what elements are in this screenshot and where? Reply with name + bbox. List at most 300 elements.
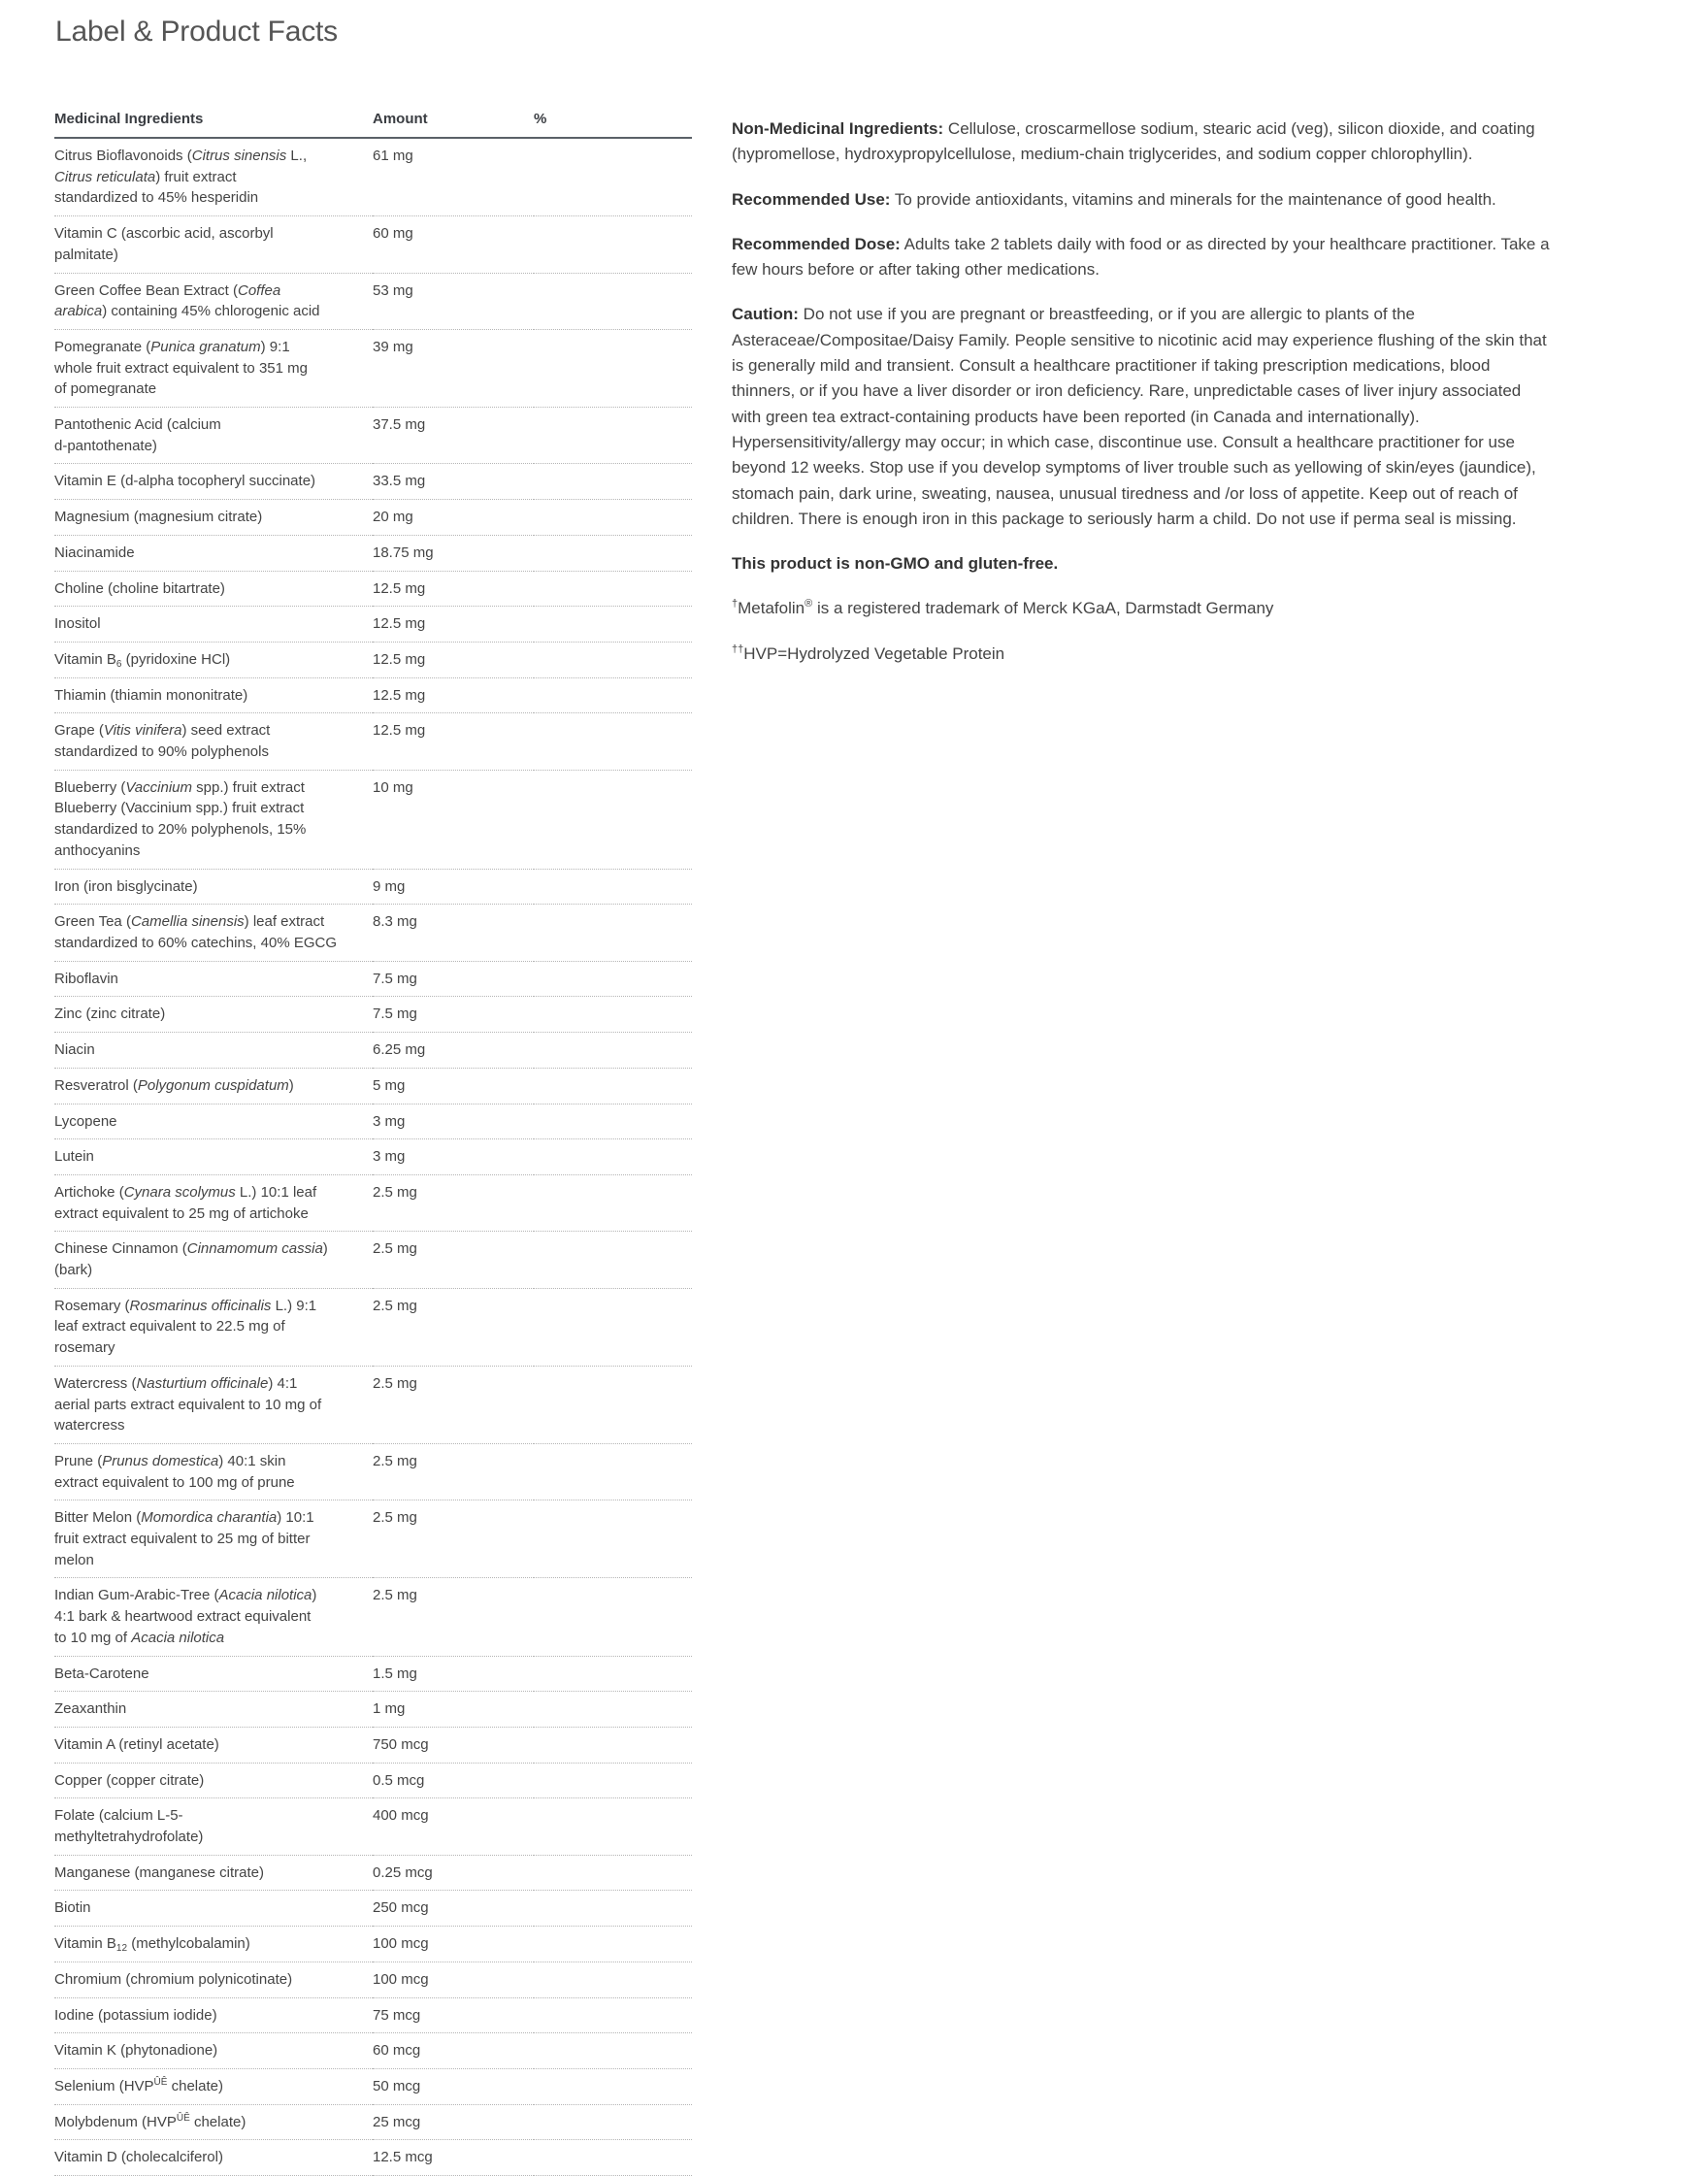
paragraph-line — [732, 142, 1692, 167]
ingredient-line — [54, 1337, 373, 1359]
header-medicinal-ingredients: Medicinal Ingredients — [54, 109, 373, 138]
text-segment: Asteraceae/Compositae/Daisy Family. People sensitive to nicotinic acid may experience flushing of the skin that — [732, 330, 1547, 349]
table-row — [54, 1288, 692, 1366]
text-segment: with green tea extract-containing products have been reported (in Canada and internationally). — [732, 407, 1420, 426]
ingredient-cell — [54, 1232, 373, 1288]
paragraph-line — [732, 481, 1692, 507]
percent-cell — [534, 1288, 692, 1366]
amount-cell: 400 mcg — [373, 1798, 534, 1855]
bold-label: This product is non-GMO and gluten-free. — [732, 554, 1059, 574]
text-segment: ) 9:1 — [260, 338, 290, 355]
ingredient-line — [54, 649, 373, 671]
text-segment: (bark) — [54, 1262, 93, 1279]
ingredient-cell — [54, 961, 373, 997]
amount-cell: 2.5 mg — [373, 1500, 534, 1578]
ingredient-line — [54, 1260, 373, 1281]
ingredient-line — [54, 841, 373, 862]
recommended-use-paragraph — [732, 187, 1692, 213]
table-row — [54, 1692, 692, 1728]
text-segment: (methylcobalamin) — [127, 1935, 250, 1953]
text-segment: standardized to 60% catechins, 40% EGCG — [54, 934, 337, 951]
text-segment: Artichoke ( — [54, 1183, 124, 1201]
bold-label: Non-Medicinal Ingredients: — [732, 119, 944, 138]
text-segment: extract equivalent to 100 mg of prune — [54, 1473, 295, 1491]
text-segment: Watercress ( — [54, 1374, 137, 1392]
ingredient-line — [54, 1296, 373, 1317]
percent-cell — [534, 2033, 692, 2069]
hvp-footnote-paragraph — [732, 642, 1692, 667]
caution-paragraph — [732, 302, 1692, 532]
ingredient-cell — [54, 1366, 373, 1443]
amount-cell: 12.5 mg — [373, 677, 534, 713]
ingredient-cell — [54, 642, 373, 677]
paragraph-line — [732, 405, 1692, 430]
ingredient-line — [54, 358, 373, 379]
text-segment: rosemary — [54, 1339, 115, 1357]
percent-cell — [534, 713, 692, 770]
ingredient-cell — [54, 1139, 373, 1175]
ingredient-line — [54, 1664, 373, 1685]
subscript: 12 — [115, 1943, 128, 1955]
text-segment: Metafolin — [738, 599, 805, 618]
amount-cell: 12.5 mg — [373, 642, 534, 677]
text-segment: HVP=Hydrolyzed Vegetable Protein — [743, 643, 1005, 663]
ingredient-cell — [54, 997, 373, 1033]
amount-cell: 3 mg — [373, 1104, 534, 1139]
amount-cell: 7.5 mg — [373, 961, 534, 997]
text-segment: Blueberry ( — [54, 778, 126, 796]
ingredient-cell — [54, 571, 373, 607]
paragraph-line — [732, 187, 1692, 213]
text-segment: Pomegranate ( — [54, 338, 151, 355]
italic-name: Rosmarinus officinalis — [129, 1297, 272, 1314]
percent-cell — [534, 216, 692, 273]
amount-cell: 60 mcg — [373, 2033, 534, 2069]
ingredient-line — [54, 1111, 373, 1133]
amount-cell: 0.5 mcg — [373, 1763, 534, 1798]
percent-cell — [534, 2069, 692, 2105]
percent-cell — [534, 770, 692, 869]
text-segment: of pomegranate — [54, 380, 157, 398]
table-row — [54, 1798, 692, 1855]
text-segment: Vitamin B — [54, 1935, 116, 1953]
text-segment: Vitamin D (cholecalciferol) — [54, 2149, 223, 2166]
text-segment: ) seed extract — [181, 722, 271, 740]
percent-cell — [534, 138, 692, 216]
paragraph-line — [732, 507, 1692, 532]
percent-cell — [534, 1962, 692, 1997]
text-segment: chelate) — [167, 2078, 223, 2094]
text-segment: standardized to 90% polyphenols — [54, 743, 269, 761]
amount-cell: 1 mg — [373, 1692, 534, 1728]
text-segment: Vitamin B — [54, 650, 116, 668]
italic-name: Acacia nilotica — [131, 1629, 225, 1646]
paragraph-line — [732, 430, 1692, 455]
ingredient-line — [54, 1316, 373, 1337]
ingredient-cell — [54, 770, 373, 869]
ingredient-cell — [54, 273, 373, 329]
text-segment: to 10 mg of — [54, 1629, 132, 1646]
ingredient-line — [54, 1585, 373, 1606]
ingredient-cell — [54, 1891, 373, 1927]
non-medicinal-ingredients-paragraph — [732, 116, 1692, 168]
metafolin-footnote-paragraph — [732, 596, 1692, 621]
ingredient-cell — [54, 138, 373, 216]
superscript: †† — [732, 643, 744, 655]
ingredient-cell — [54, 1288, 373, 1366]
amount-cell: 8.3 mg — [373, 905, 534, 961]
table-header-row — [54, 109, 692, 138]
text-segment: Riboflavin — [54, 970, 118, 987]
ingredient-line — [54, 1969, 373, 1991]
text-segment: Chinese Cinnamon ( — [54, 1240, 187, 1258]
ingredient-cell — [54, 1855, 373, 1891]
amount-cell: 9 mg — [373, 869, 534, 905]
text-segment: To provide antioxidants, vitamins and minerals for the maintenance of good health. — [890, 189, 1496, 209]
amount-cell: 12.5 mg — [373, 713, 534, 770]
ingredient-cell — [54, 2140, 373, 2176]
percent-cell — [534, 1366, 692, 1443]
subscript: 6 — [115, 658, 122, 670]
table-row — [54, 642, 692, 677]
table-row — [54, 2140, 692, 2176]
ingredient-line — [54, 414, 373, 436]
ingredient-cell — [54, 1104, 373, 1139]
ingredient-line — [54, 2147, 373, 2168]
ingredient-cell — [54, 607, 373, 643]
italic-name: Prunus domestica — [102, 1452, 219, 1469]
table-row — [54, 571, 692, 607]
paragraph-line — [732, 379, 1692, 404]
text-segment: Rosemary ( — [54, 1297, 130, 1314]
superscript: † — [732, 598, 739, 610]
ingredient-line — [54, 777, 373, 799]
table-row — [54, 1855, 692, 1891]
amount-cell: 1.5 mg — [373, 1656, 534, 1692]
ingredient-line — [54, 685, 373, 707]
ingredient-cell — [54, 677, 373, 713]
ingredient-line — [54, 1075, 373, 1097]
table-row — [54, 408, 692, 464]
amount-cell: 18.75 mg — [373, 535, 534, 571]
text-segment: L.) 9:1 — [271, 1297, 317, 1314]
text-segment: Zeaxanthin — [54, 1700, 127, 1718]
table-row — [54, 1443, 692, 1500]
percent-cell — [534, 535, 692, 571]
table-row — [54, 464, 692, 500]
amount-cell: 6.25 mg — [373, 1033, 534, 1069]
text-segment: Green Coffee Bean Extract ( — [54, 281, 238, 299]
text-segment: Thiamin (thiamin mononitrate) — [54, 686, 248, 704]
table-row — [54, 1500, 692, 1578]
medicinal-ingredients-table — [54, 109, 692, 2176]
ingredient-line — [54, 876, 373, 898]
non-gmo-statement-paragraph — [732, 551, 1692, 577]
table-row — [54, 1656, 692, 1692]
percent-cell — [534, 329, 692, 407]
text-segment: Grape ( — [54, 722, 104, 740]
italic-name: Momordica charantia — [141, 1509, 278, 1527]
table-row — [54, 1104, 692, 1139]
text-segment: Chromium (chromium polynicotinate) — [54, 1970, 293, 1988]
text-segment: Iodine (potassium iodide) — [54, 2006, 217, 2024]
table-row — [54, 1068, 692, 1104]
amount-cell: 3 mg — [373, 1139, 534, 1175]
italic-name: Cinnamomum cassia — [186, 1240, 323, 1258]
ingredient-line — [54, 613, 373, 635]
text-segment: (pyridoxine HCl) — [121, 650, 231, 668]
ingredient-line — [54, 969, 373, 990]
text-segment: extract equivalent to 25 mg of artichoke — [54, 1204, 309, 1222]
percent-cell — [534, 1997, 692, 2033]
ingredient-cell — [54, 1174, 373, 1231]
text-segment: Resveratrol ( — [54, 1076, 138, 1094]
text-segment: is generally mild and transient. Consult a healthcare practitioner if taking prescription medications, blood — [732, 356, 1491, 376]
amount-cell: 33.5 mg — [373, 464, 534, 500]
text-segment: (hypromellose, hydroxypropylcellulose, medium-chain triglycerides, and sodium copper chlorophyllin). — [732, 145, 1473, 164]
text-segment: leaf extract equivalent to 22.5 mg of — [54, 1318, 285, 1335]
ingredient-line — [54, 280, 373, 302]
percent-cell — [534, 1068, 692, 1104]
amount-cell: 60 mg — [373, 216, 534, 273]
text-segment: Zinc (zinc citrate) — [54, 1006, 166, 1023]
text-segment: methyltetrahydrofolate) — [54, 1829, 204, 1846]
text-segment: ) leaf extract — [244, 913, 325, 931]
ingredient-line — [54, 507, 373, 528]
table-row — [54, 1727, 692, 1763]
table-row — [54, 1927, 692, 1962]
ingredient-line — [54, 1182, 373, 1203]
ingredient-cell — [54, 1692, 373, 1728]
table-row — [54, 1578, 692, 1656]
text-segment: L.) 10:1 leaf — [235, 1183, 317, 1201]
amount-cell: 25 mcg — [373, 2104, 534, 2140]
text-segment: anthocyanins — [54, 841, 141, 859]
italic-name: Punica granatum — [150, 338, 261, 355]
percent-cell — [534, 571, 692, 607]
table-row — [54, 535, 692, 571]
ingredient-line — [54, 1146, 373, 1168]
ingredient-line — [54, 1805, 373, 1827]
ingredient-cell — [54, 1500, 373, 1578]
text-segment: is a registered trademark of Merck KGaA, Darmstadt Germany — [812, 599, 1274, 618]
text-segment: standardized to 20% polyphenols, 15% — [54, 821, 307, 839]
ingredient-cell — [54, 1763, 373, 1798]
ingredient-line — [54, 2040, 373, 2061]
text-segment: Choline (choline bitartrate) — [54, 579, 225, 597]
table-row — [54, 1033, 692, 1069]
paragraph-line — [732, 551, 1692, 577]
ingredient-line — [54, 1606, 373, 1628]
ingredient-line — [54, 1628, 373, 1649]
percent-cell — [534, 905, 692, 961]
percent-cell — [534, 1033, 692, 1069]
ingredient-line — [54, 436, 373, 457]
amount-cell: 750 mcg — [373, 1727, 534, 1763]
text-segment: Pantothenic Acid (calcium — [54, 416, 221, 434]
text-segment: Magnesium (magnesium citrate) — [54, 509, 263, 526]
table-row — [54, 1174, 692, 1231]
text-segment: Niacinamide — [54, 544, 135, 561]
ingredient-line — [54, 1827, 373, 1848]
text-segment: Iron (iron bisglycinate) — [54, 877, 198, 895]
text-segment: 4:1 bark & heartwood extract equivalent — [54, 1608, 312, 1626]
table-row — [54, 713, 692, 770]
text-segment: thinners, or if you have a liver disorder or iron deficiency. Rare, unpredictable cases of liver injury associated — [732, 381, 1522, 401]
table-row — [54, 500, 692, 536]
text-segment: Folate (calcium L-5- — [54, 1807, 183, 1825]
ingredient-line — [54, 1238, 373, 1260]
ingredient-line — [54, 1698, 373, 1720]
italic-name: Citrus reticulata — [54, 168, 156, 185]
text-segment: Beta-Carotene — [54, 1665, 149, 1682]
text-segment: ) containing 45% chlorogenic acid — [102, 303, 320, 320]
italic-name: Vitis vinifera — [103, 722, 182, 740]
ingredient-line — [54, 337, 373, 358]
percent-cell — [534, 408, 692, 464]
italic-name: Camellia sinensis — [130, 913, 245, 931]
table-row — [54, 1763, 692, 1798]
ingredient-cell — [54, 1997, 373, 2033]
amount-cell: 0.25 mcg — [373, 1855, 534, 1891]
ingredient-line — [54, 1550, 373, 1571]
text-segment: standardized to 45% hesperidin — [54, 189, 259, 207]
ingredient-cell — [54, 216, 373, 273]
table-row — [54, 961, 692, 997]
ingredient-cell — [54, 535, 373, 571]
text-segment: Biotin — [54, 1899, 91, 1917]
ingredient-line — [54, 742, 373, 763]
amount-cell: 2.5 mg — [373, 1174, 534, 1231]
text-segment: whole fruit extract equivalent to 351 mg — [54, 359, 308, 377]
ingredient-cell — [54, 1656, 373, 1692]
ingredient-line — [54, 2112, 373, 2133]
table-row — [54, 607, 692, 643]
ingredient-cell — [54, 329, 373, 407]
text-segment: Selenium (HVP — [54, 2078, 154, 2094]
table-row — [54, 997, 692, 1033]
ingredient-cell — [54, 1033, 373, 1069]
text-segment: ) 40:1 skin — [218, 1452, 286, 1469]
text-segment: melon — [54, 1551, 94, 1568]
table-row — [54, 770, 692, 869]
ingredient-cell — [54, 2069, 373, 2105]
table-row — [54, 905, 692, 961]
percent-cell — [534, 1927, 692, 1962]
ingredient-line — [54, 223, 373, 245]
table-row — [54, 138, 692, 216]
ingredient-cell — [54, 1962, 373, 1997]
ingredient-line — [54, 911, 373, 933]
table-row — [54, 1139, 692, 1175]
text-segment: Molybdenum (HVP — [54, 2113, 177, 2130]
text-segment: Copper (copper citrate) — [54, 1771, 205, 1789]
amount-cell: 12.5 mg — [373, 571, 534, 607]
percent-cell — [534, 869, 692, 905]
bold-label: Recommended Dose: — [732, 234, 901, 253]
text-segment: Prune ( — [54, 1452, 103, 1469]
text-segment: chelate) — [189, 2113, 246, 2130]
ingredient-cell — [54, 713, 373, 770]
italic-name: Acacia nilotica — [218, 1587, 312, 1604]
text-segment: fruit extract equivalent to 25 mg of bitter — [54, 1531, 311, 1548]
table-row — [54, 329, 692, 407]
amount-cell: 75 mcg — [373, 1997, 534, 2033]
text-segment: Green Tea ( — [54, 913, 131, 931]
ingredient-line — [54, 1863, 373, 1884]
table-row — [54, 869, 692, 905]
ingredient-line — [54, 1933, 373, 1955]
ingredient-line — [54, 1897, 373, 1919]
paragraph-line — [732, 302, 1692, 327]
ingredient-line — [54, 720, 373, 742]
amount-cell: 100 mcg — [373, 1927, 534, 1962]
superscript: ® — [805, 598, 813, 610]
percent-cell — [534, 1855, 692, 1891]
percent-cell — [534, 1727, 692, 1763]
italic-name: Cynara scolymus — [123, 1183, 236, 1201]
header-amount: Amount — [373, 109, 534, 138]
ingredient-line — [54, 2005, 373, 2027]
paragraph-line — [732, 232, 1692, 257]
bold-label: Recommended Use: — [732, 189, 891, 209]
ingredient-line — [54, 1451, 373, 1472]
percent-cell — [534, 607, 692, 643]
amount-cell: 10 mg — [373, 770, 534, 869]
percent-cell — [534, 1891, 692, 1927]
ingredient-line — [54, 245, 373, 266]
ingredient-line — [54, 1004, 373, 1025]
text-segment: Cellulose, croscarmellose sodium, stearic acid (veg), silicon dioxide, and coating — [943, 119, 1535, 138]
percent-cell — [534, 1798, 692, 1855]
amount-cell: 2.5 mg — [373, 1232, 534, 1288]
text-segment: ) 4:1 — [268, 1374, 298, 1392]
percent-cell — [534, 500, 692, 536]
text-segment: d-pantothenate) — [54, 437, 157, 454]
percent-cell — [534, 1763, 692, 1798]
superscript: ÛÊ — [176, 2112, 190, 2124]
ingredient-cell — [54, 408, 373, 464]
paragraph-line — [732, 328, 1692, 353]
percent-cell — [534, 1443, 692, 1500]
italic-name: Citrus sinensis — [191, 148, 287, 164]
italic-name: Polygonum cuspidatum — [137, 1076, 289, 1094]
amount-cell: 7.5 mg — [373, 997, 534, 1033]
text-segment: ) — [322, 1240, 328, 1258]
amount-cell: 2.5 mg — [373, 1366, 534, 1443]
percent-cell — [534, 2104, 692, 2140]
percent-cell — [534, 273, 692, 329]
text-segment: Hypersensitivity/allergy may occur; in which case, discontinue use. Consult a healthcare practitioner for use — [732, 432, 1515, 451]
ingredient-line — [54, 1039, 373, 1061]
paragraph-line — [732, 116, 1692, 142]
table-row — [54, 1891, 692, 1927]
ingredient-line — [54, 379, 373, 400]
percent-cell — [534, 1174, 692, 1231]
text-segment: Vitamin C (ascorbic acid, ascorbyl — [54, 225, 274, 243]
ingredient-line — [54, 1529, 373, 1550]
superscript: ÛÊ — [153, 2077, 168, 2088]
ingredient-line — [54, 543, 373, 564]
ingredient-cell — [54, 1443, 373, 1500]
amount-cell: 50 mcg — [373, 2069, 534, 2105]
table-row — [54, 2069, 692, 2105]
text-segment: palmitate) — [54, 246, 118, 263]
ingredient-line — [54, 1734, 373, 1756]
percent-cell — [534, 997, 692, 1033]
text-segment: ) 10:1 — [277, 1509, 314, 1527]
ingredient-line — [54, 819, 373, 841]
